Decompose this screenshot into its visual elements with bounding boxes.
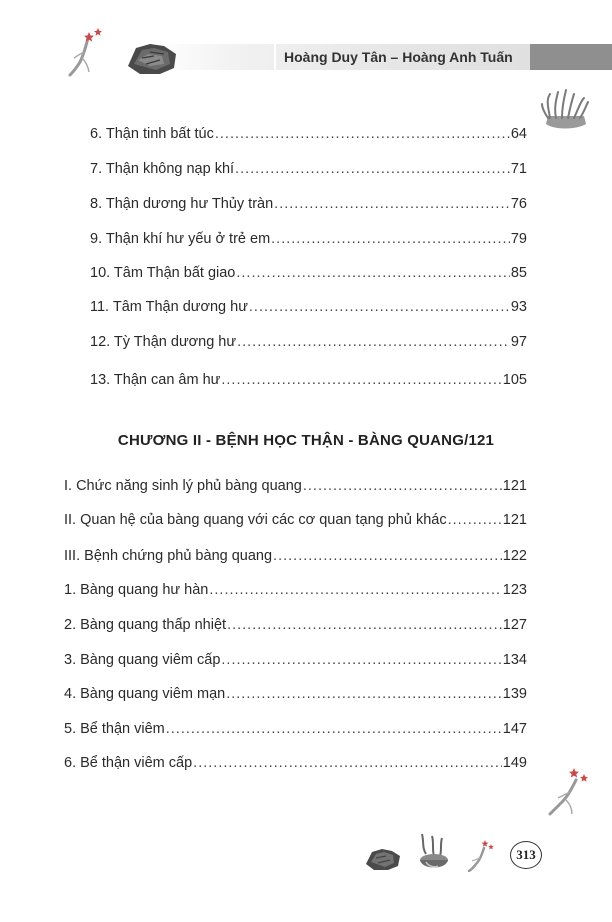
toc-leader-dots [274, 194, 510, 214]
toc-entry-page: 147 [502, 721, 527, 737]
toc-leader-dots [193, 753, 502, 773]
toc-entry-page: 79 [510, 231, 527, 247]
toc-leader-dots [235, 159, 510, 179]
toc-entry-label: 6. Thận tinh bất túc [90, 126, 214, 142]
toc-entry-label: 6. Bể thận viêm cấp [64, 755, 193, 771]
toc-entry-bang-quang-hu-han [64, 580, 527, 600]
toc-entry-label: 13. Thận can âm hư [90, 372, 221, 388]
toc-leader-dots [271, 229, 510, 249]
toc-entry-than-khong-nap-khi [90, 159, 527, 179]
toc-entry-than-khi-hu-yeu [90, 229, 527, 249]
toc-entry-label: I. Chức năng sinh lý phủ bàng quang [64, 478, 302, 494]
toc-leader-dots [236, 263, 509, 283]
toc-entry-label: 8. Thận dương hư Thủy tràn [90, 196, 274, 212]
toc-entry-label: 7. Thận không nạp khí [90, 161, 235, 177]
herb-bundle-icon [364, 844, 402, 872]
toc-entry-label: 4. Bàng quang viêm mạn [64, 686, 226, 702]
ginseng-icon [466, 838, 494, 872]
toc-entry-page: 105 [502, 372, 527, 388]
toc-entry-page: 121 [502, 478, 527, 494]
toc-leader-dots [448, 510, 502, 530]
toc-entry-label: II. Quan hệ của bàng quang với các cơ quan tạng phủ khác [64, 512, 447, 528]
toc-entry-label: 1. Bàng quang hư hàn [64, 582, 209, 598]
herb-bundle-icon [124, 36, 182, 78]
toc-entry-page: 93 [510, 299, 527, 315]
toc-leader-dots [215, 124, 510, 144]
toc-entry-page: 76 [510, 196, 527, 212]
toc-entry-page: 127 [502, 617, 527, 633]
toc-entry-quan-he [64, 510, 527, 530]
toc-entry-page: 64 [510, 126, 527, 142]
toc-entry-label: 10. Tâm Thận bất giao [90, 265, 236, 281]
toc-entry-page: 149 [502, 755, 527, 771]
toc-leader-dots [221, 370, 501, 390]
toc-leader-dots [237, 332, 510, 352]
chapter-heading: CHƯƠNG II - BỆNH HỌC THẬN - BÀNG QUANG/121 [117, 432, 495, 449]
toc-leader-dots [227, 615, 502, 635]
toc-entry-page: 71 [510, 161, 527, 177]
toc-entry-tam-than-bat-giao [90, 263, 527, 283]
toc-entry-ty-than-duong-hu [90, 332, 527, 352]
toc-entry-label: III. Bệnh chứng phủ bàng quang [64, 548, 273, 564]
toc-leader-dots [226, 684, 502, 704]
toc-leader-dots [273, 546, 502, 566]
header-dark-block [530, 44, 612, 70]
page-number: 313 [510, 841, 542, 869]
toc-leader-dots [249, 297, 510, 317]
toc-entry-bang-quang-viem-cap [64, 650, 527, 670]
toc-entry-tam-than-duong-hu [90, 297, 527, 317]
toc-entry-than-can-am-hu [90, 370, 527, 390]
toc-entry-bang-quang-thap-nhiet [64, 615, 527, 635]
toc-entry-label: 3. Bàng quang viêm cấp [64, 652, 221, 668]
toc-entry-than-tinh-bat-tuc [90, 124, 527, 144]
toc-leader-dots [303, 476, 502, 496]
toc-entry-be-than-viem-cap [64, 753, 527, 773]
herb-plant-icon [540, 88, 592, 134]
toc-entry-page: 139 [502, 686, 527, 702]
toc-entry-page: 123 [502, 582, 527, 598]
ginseng-icon [66, 26, 106, 78]
toc-entry-page: 85 [510, 265, 527, 281]
toc-entry-page: 121 [502, 512, 527, 528]
toc-entry-label: 12. Tỳ Thận dương hư [90, 334, 237, 350]
ginseng-icon [544, 764, 592, 816]
herb-bowl-icon [414, 832, 454, 874]
header-author: Hoàng Duy Tân – Hoàng Anh Tuấn [284, 49, 513, 65]
toc-entry-than-duong-hu-thuy-tran [90, 194, 527, 214]
toc-entry-label: 9. Thận khí hư yếu ở trẻ em [90, 231, 271, 247]
toc-entry-bang-quang-viem-man [64, 684, 527, 704]
toc-entry-label: 11. Tâm Thận dương hư [90, 299, 248, 315]
toc-leader-dots [209, 580, 501, 600]
toc-entry-page: 122 [502, 548, 527, 564]
toc-entry-chuc-nang [64, 476, 527, 496]
toc-leader-dots [221, 650, 501, 670]
toc-leader-dots [166, 719, 502, 739]
toc-entry-page: 134 [502, 652, 527, 668]
header-divider [274, 44, 276, 70]
toc-entry-label: 2. Bàng quang thấp nhiệt [64, 617, 227, 633]
toc-entry-label: 5. Bể thận viêm [64, 721, 165, 737]
toc-entry-be-than-viem [64, 719, 527, 739]
toc-entry-benh-chung [64, 546, 527, 566]
toc-entry-page: 97 [510, 334, 527, 350]
